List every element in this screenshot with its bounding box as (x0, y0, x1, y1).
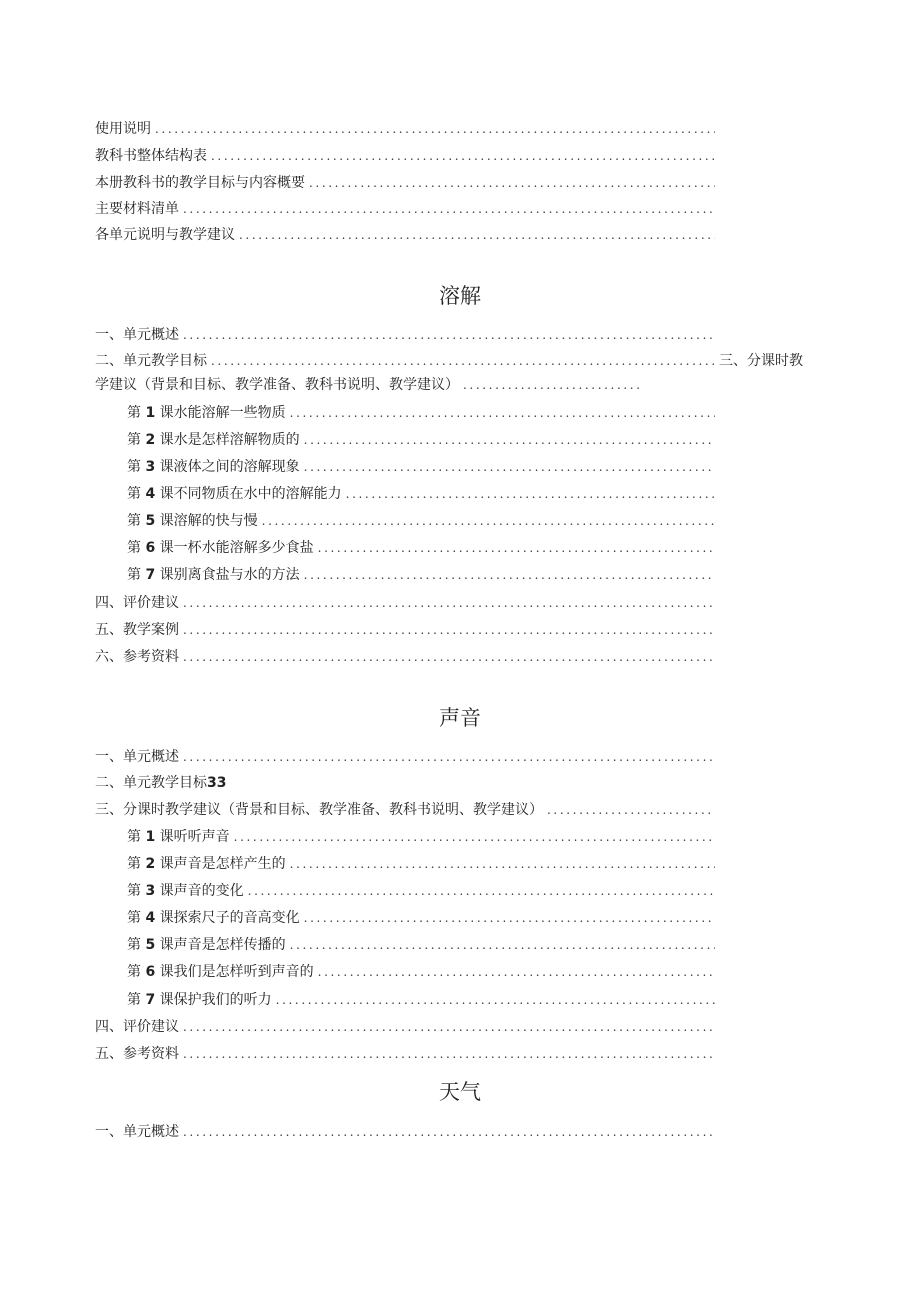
toc-entry-label: 三、分课时教学建议（背景和目标、教学准备、教科书说明、教学建议） (95, 802, 543, 818)
lesson-label: 第 4 课不同物质在水中的溶解能力 (127, 486, 342, 502)
toc-entry[interactable] (95, 170, 715, 192)
toc-entry-overflow-text: 三、分课时教 (719, 353, 803, 369)
toc-entry[interactable] (95, 1119, 715, 1141)
toc-entry[interactable] (95, 797, 715, 819)
lesson-label: 第 7 课保护我们的听力 (127, 992, 272, 1008)
toc-entry-label: 使用说明 (95, 121, 151, 137)
leader-dots (304, 458, 715, 476)
toc-entry-label: 学建议（背景和目标、教学准备、教科书说明、教学建议） (95, 377, 459, 393)
leader-dots (290, 404, 715, 422)
toc-entry-label: 主要材料清单 (95, 201, 179, 217)
leader-dots (211, 352, 715, 370)
lesson-label: 第 6 课一杯水能溶解多少食盐 (127, 540, 314, 556)
page-number: 33 (207, 775, 227, 791)
leader-dots (234, 828, 715, 846)
lesson-label: 第 3 课声音的变化 (127, 883, 244, 899)
toc-entry-label: 教科书整体结构表 (95, 148, 207, 164)
leader-dots (155, 120, 715, 138)
toc-entry-label: 一、单元概述 (95, 749, 179, 765)
leader-dots (183, 326, 715, 344)
lesson-label: 第 1 课水能溶解一些物质 (127, 405, 286, 421)
toc-entry[interactable] (95, 376, 641, 394)
toc-entry[interactable] (95, 644, 715, 666)
toc-entry-label: 本册教科书的教学目标与内容概要 (95, 175, 305, 191)
leader-dots (183, 1018, 715, 1036)
leader-dots (183, 648, 715, 666)
lesson-entry[interactable] (127, 878, 715, 900)
leader-dots (239, 226, 715, 244)
lesson-entry[interactable] (127, 562, 715, 584)
lesson-label: 第 4 课探索尺子的音高变化 (127, 910, 300, 926)
leader-dots (304, 431, 715, 449)
leader-dots (262, 512, 715, 530)
lesson-label: 第 7 课别离食盐与水的方法 (127, 567, 300, 583)
leader-dots (183, 594, 715, 612)
leader-dots (183, 748, 715, 766)
toc-entry-label: 二、单元教学目标 (95, 353, 207, 369)
toc-entry-label: 一、单元概述 (95, 327, 179, 343)
lesson-label: 第 1 课听听声音 (127, 829, 230, 845)
leader-dots (183, 200, 715, 218)
toc-entry-label: 二、单元教学目标33 (95, 775, 227, 791)
lesson-entry[interactable] (127, 905, 715, 927)
lesson-entry[interactable] (127, 481, 715, 503)
leader-dots (547, 801, 715, 819)
leader-dots (346, 485, 715, 503)
toc-entry-label: 五、参考资料 (95, 1046, 179, 1062)
leader-dots (309, 174, 715, 192)
leader-dots (211, 147, 715, 165)
lesson-entry[interactable] (127, 508, 715, 530)
toc-entry[interactable] (95, 617, 715, 639)
leader-dots (304, 909, 715, 927)
leader-dots (463, 376, 641, 394)
toc-entry[interactable] (95, 1014, 715, 1036)
lesson-entry[interactable] (127, 987, 715, 1009)
leader-dots (183, 621, 715, 639)
lesson-entry[interactable] (127, 851, 715, 873)
toc-entry-label: 五、教学案例 (95, 622, 179, 638)
lesson-entry[interactable] (127, 535, 715, 557)
toc-entry[interactable] (95, 196, 715, 218)
leader-dots (318, 539, 715, 557)
unit-title: 溶解 (439, 284, 481, 308)
leader-dots (183, 1045, 715, 1063)
toc-entry-label: 四、评价建议 (95, 1019, 179, 1035)
toc-entry[interactable] (95, 143, 715, 165)
toc-entry-label: 六、参考资料 (95, 649, 179, 665)
leader-dots (304, 566, 715, 584)
lesson-label: 第 5 课溶解的快与慢 (127, 513, 258, 529)
toc-entry[interactable] (95, 348, 715, 370)
lesson-entry[interactable] (127, 959, 715, 981)
lesson-label: 第 2 课声音是怎样产生的 (127, 856, 286, 872)
leader-dots (318, 963, 715, 981)
toc-entry[interactable] (95, 590, 715, 612)
lesson-entry[interactable] (127, 932, 715, 954)
toc-entry[interactable] (95, 744, 715, 766)
toc-entry-label: 各单元说明与教学建议 (95, 227, 235, 243)
toc-entry[interactable] (95, 116, 715, 138)
toc-entry-label: 四、评价建议 (95, 595, 179, 611)
toc-entry-label: 一、单元概述 (95, 1124, 179, 1140)
lesson-entry[interactable] (127, 454, 715, 476)
lesson-label: 第 3 课液体之间的溶解现象 (127, 459, 300, 475)
toc-entry[interactable] (95, 222, 715, 244)
lesson-entry[interactable] (127, 400, 715, 422)
leader-dots (276, 991, 715, 1009)
lesson-entry[interactable] (127, 824, 715, 846)
unit-title: 天气 (439, 1080, 481, 1104)
leader-dots (290, 855, 715, 873)
leader-dots (183, 1123, 715, 1141)
toc-entry[interactable] (95, 770, 715, 792)
leader-dots (290, 936, 715, 954)
lesson-label: 第 5 课声音是怎样传播的 (127, 937, 286, 953)
unit-title: 声音 (439, 706, 481, 730)
leader-dots (248, 882, 715, 900)
lesson-label: 第 6 课我们是怎样听到声音的 (127, 964, 314, 980)
lesson-entry[interactable] (127, 427, 715, 449)
toc-entry[interactable] (95, 322, 715, 344)
lesson-label: 第 2 课水是怎样溶解物质的 (127, 432, 300, 448)
toc-entry[interactable] (95, 1041, 715, 1063)
